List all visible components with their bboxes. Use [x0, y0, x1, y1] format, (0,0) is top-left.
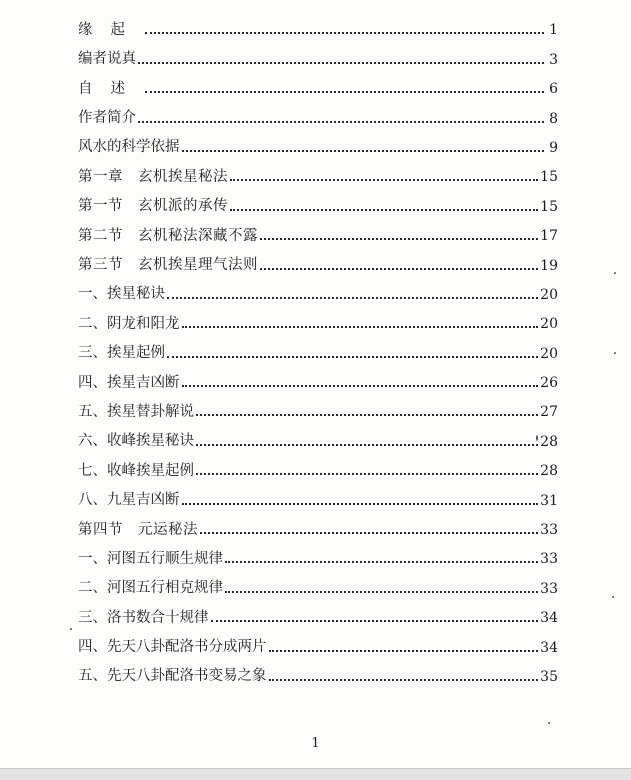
- toc-entry-title: 二、河图五行相克规律: [78, 580, 223, 597]
- dot-leader: [260, 237, 538, 240]
- toc-entry-title: 第一章 玄机挨星秘法: [78, 168, 228, 185]
- toc-entry: [78, 37, 558, 66]
- toc-entry: [78, 478, 558, 507]
- dot-leader: [269, 649, 539, 652]
- dot-leader: [196, 413, 538, 416]
- toc-entry-page: 9: [549, 139, 558, 156]
- toc-entry: [78, 67, 558, 96]
- toc-entry-title: 一、河图五行顺生规律: [78, 550, 223, 567]
- toc-entry-page: 35: [540, 668, 558, 685]
- dot-leader: [167, 355, 538, 358]
- toc-entry-page: 1: [549, 22, 558, 39]
- toc-entry-title: 五、挨星替卦解说: [78, 403, 194, 420]
- toc-entry-page: 3: [549, 51, 558, 68]
- dot-leader: [260, 267, 538, 270]
- toc-entry: [78, 537, 558, 566]
- toc-entry: [78, 96, 558, 125]
- toc-entry: [78, 184, 558, 213]
- toc-entry-title: 编者说真: [78, 51, 136, 68]
- dot-leader: [225, 560, 538, 563]
- toc-entry-title: 第一节 玄机派的承传: [78, 198, 228, 215]
- dot-leader: [145, 90, 544, 93]
- toc-entry: [78, 8, 558, 37]
- toc-entry-page: 27: [540, 404, 558, 421]
- toc-entry-title: 风水的科学依据: [78, 139, 180, 156]
- dot-leader: [138, 120, 544, 123]
- table-of-contents: [78, 8, 558, 684]
- toc-entry-page: 15: [540, 169, 558, 186]
- toc-entry: [78, 273, 558, 302]
- toc-entry-title: 一、挨星秘诀: [78, 286, 165, 303]
- toc-entry-page: 20: [540, 286, 558, 303]
- toc-entry-page: 20: [540, 316, 558, 333]
- toc-entry-page: 28: [540, 433, 558, 450]
- toc-entry-title: 三、挨星起例: [78, 345, 165, 362]
- toc-entry-title: 三、洛书数合十规律: [78, 609, 209, 626]
- toc-entry: [78, 566, 558, 595]
- toc-entry-title: 八、九星吉凶断: [78, 492, 180, 509]
- scan-speck: [612, 596, 614, 598]
- scan-speck: [614, 352, 616, 354]
- toc-entry: [78, 625, 558, 654]
- dot-leader: [200, 531, 538, 534]
- toc-entry-page: 33: [540, 522, 558, 539]
- scan-speck: [70, 628, 72, 630]
- toc-entry-title: 第二节 玄机秘法深藏不露: [78, 227, 258, 244]
- toc-entry-page: 26: [540, 375, 558, 392]
- toc-entry-title: 自述: [78, 80, 143, 97]
- scan-speck: [548, 722, 550, 724]
- toc-entry-title: 作者简介: [78, 110, 136, 127]
- toc-entry-page: 34: [540, 639, 558, 656]
- dot-leader: [138, 61, 544, 64]
- dot-leader: [230, 208, 538, 211]
- toc-entry-title: 四、先天八卦配洛书分成两片: [78, 639, 267, 656]
- toc-entry: [78, 655, 558, 684]
- toc-entry-page: 28: [540, 463, 558, 480]
- page-number: 1: [311, 736, 320, 751]
- dot-leader: [182, 325, 539, 328]
- toc-entry: [78, 155, 558, 184]
- toc-entry: [78, 243, 558, 272]
- toc-entry-page: 8: [549, 110, 558, 127]
- toc-entry: [78, 390, 558, 419]
- toc-entry-title: 四、挨星吉凶断: [78, 374, 180, 391]
- toc-entry-page: 33: [540, 580, 558, 597]
- toc-entry-title: 六、收峰挨星秘诀: [78, 433, 194, 450]
- scan-speck: [614, 272, 616, 274]
- toc-entry-title: 七、收峰挨星起例: [78, 462, 194, 479]
- scan-speck: [536, 435, 538, 441]
- toc-entry-title: 二、阴龙和阳龙: [78, 315, 180, 332]
- dot-leader: [182, 502, 539, 505]
- toc-entry-page: 6: [549, 81, 558, 98]
- dot-leader: [145, 31, 544, 34]
- dot-leader: [196, 443, 538, 446]
- toc-entry-page: 31: [540, 492, 558, 509]
- dot-leader: [196, 472, 538, 475]
- toc-entry: [78, 449, 558, 478]
- dot-leader: [167, 296, 538, 299]
- toc-entry-page: 19: [540, 257, 558, 274]
- toc-entry: [78, 596, 558, 625]
- toc-entry: [78, 302, 558, 331]
- viewer-bottom-bar: [0, 768, 631, 780]
- toc-entry: [78, 419, 558, 448]
- toc-entry: [78, 331, 558, 360]
- toc-entry-page: 20: [540, 345, 558, 362]
- toc-entry-page: 17: [540, 228, 558, 245]
- dot-leader: [182, 149, 545, 152]
- toc-entry: [78, 126, 558, 155]
- dot-leader: [182, 384, 539, 387]
- toc-entry: [78, 508, 558, 537]
- toc-entry: [78, 214, 558, 243]
- dot-leader: [225, 590, 538, 593]
- toc-entry-title: 缘起: [78, 21, 143, 38]
- toc-entry: [78, 361, 558, 390]
- toc-entry-title: 第四节 元运秘法: [78, 521, 198, 538]
- dot-leader: [211, 619, 539, 622]
- toc-entry-page: 34: [540, 610, 558, 627]
- dot-leader: [230, 178, 538, 181]
- toc-entry-title: 五、先天八卦配洛书变易之象: [78, 668, 267, 685]
- toc-entry-page: 15: [540, 198, 558, 215]
- dot-leader: [269, 678, 539, 681]
- toc-entry-title: 第三节 玄机挨星理气法则: [78, 257, 258, 274]
- toc-entry-page: 33: [540, 551, 558, 568]
